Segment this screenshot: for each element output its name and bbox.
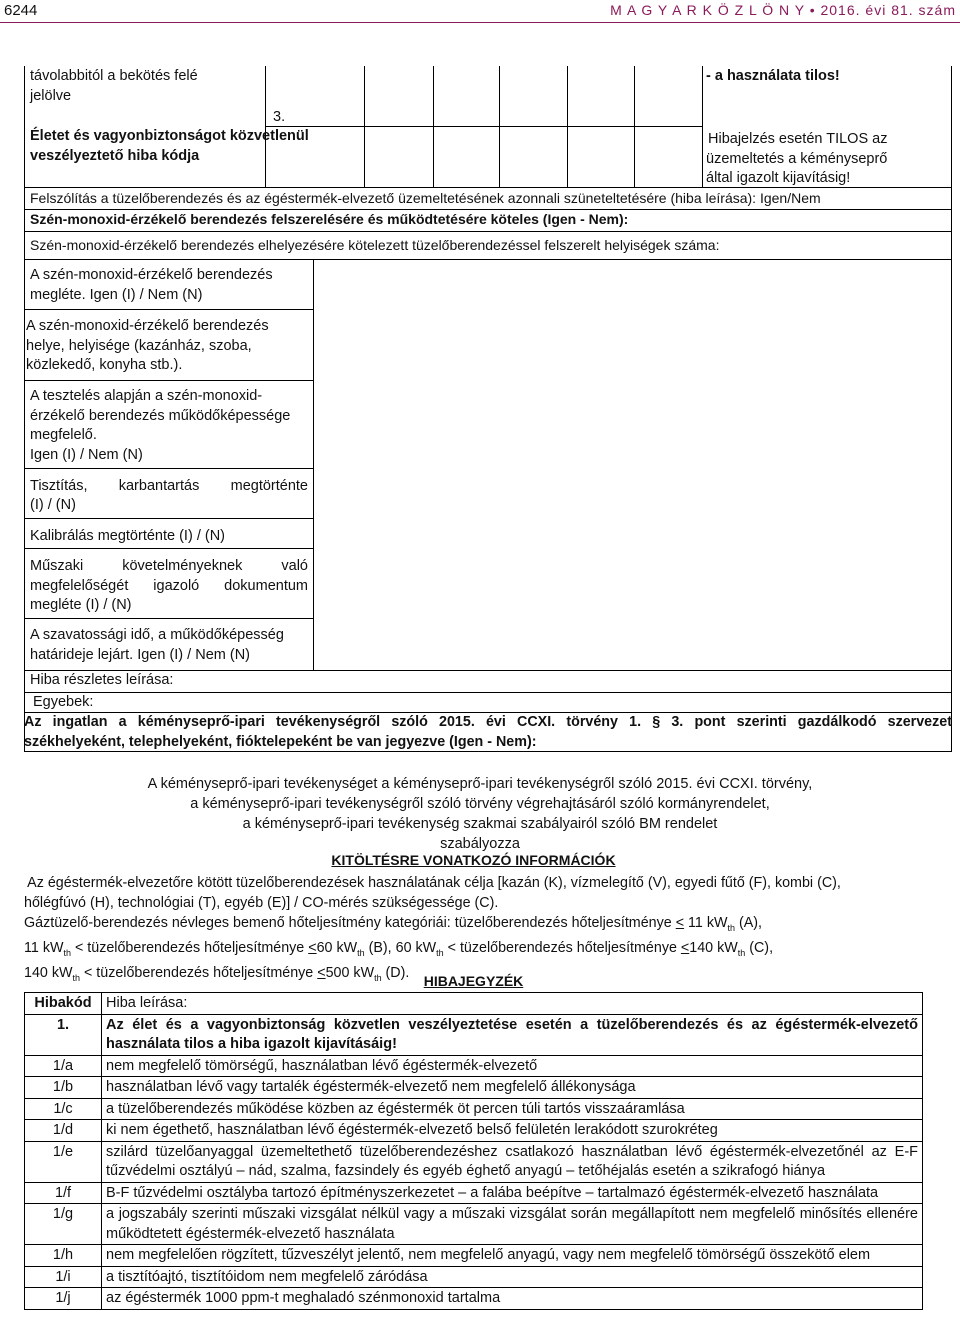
row-line — [24, 309, 314, 310]
header-rule — [0, 22, 960, 23]
table-row — [25, 1055, 923, 1077]
error-description: a tüzelőberendezés működése közben az égéstermék öt percen túli tartós visszaáramlása — [102, 1098, 923, 1120]
journal-title: M A G Y A R K Ö Z L Ö N Y • 2016. évi 81. szám — [610, 2, 956, 18]
kalibralas-label: Kalibrálás megtörténte (I) / (N) — [30, 528, 226, 544]
co-helyisegek-row: Szén-monoxid-érzékelő berendezés elhelyezésére kötelezett tüzelőberendezéssel felszerelt helyiségek száma: — [30, 237, 720, 253]
table-row — [25, 1182, 923, 1204]
table-row — [25, 1245, 923, 1267]
row3-label: Életet és vagyonbiztonságot közvetlenül veszélyeztető hiba kódja — [30, 128, 309, 164]
ingatlan-row: Az ingatlan a kéményseprő-ipari tevékenységről szóló 2015. évi CCXI. törvény 1. § 3. pont szerinti gazdálkodó szervezet székhelyeként, telephelyeként, fióktelepeként be van jegyezve (Igen - Nem): — [24, 714, 952, 750]
error-code: 1. — [25, 1014, 102, 1055]
error-description: nem megfelelő tömörségű, használatban lévő égéstermék-elvezető — [102, 1055, 923, 1077]
label-column-divider — [313, 259, 314, 671]
row-line — [24, 692, 952, 693]
info-title: KITÖLTÉSRE VONATKOZÓ INFORMÁCIÓK — [331, 852, 616, 868]
table-header-row — [25, 993, 923, 1015]
cell-divider — [702, 66, 703, 187]
prev-row-label: távolabbitól a bekötés felé jelölve — [30, 68, 198, 104]
page-number: 6244 — [4, 2, 38, 19]
error-description: B-F tűzvédelmi osztályba tartozó építményszerkezetet – a falába beépítve – tartalmazó égéstermék-elvezető használata — [102, 1182, 923, 1204]
row-line — [24, 380, 314, 381]
table-row — [25, 1288, 923, 1310]
hibajegyzek-table — [24, 992, 923, 1310]
row-line — [24, 231, 952, 232]
tisztitas-label-2: (I) / (N) — [30, 497, 76, 513]
table-row — [25, 1014, 923, 1055]
table-row — [25, 1141, 923, 1182]
table-row — [25, 1266, 923, 1288]
error-description: Az élet és a vagyonbiztonság közvetlen veszélyeztetése esetén a tüzelőberendezés és az égéstermék-elvezető használata tilos a hiba igazolt kijavításáig! — [102, 1014, 923, 1055]
error-code: 1/f — [25, 1182, 102, 1204]
row-line — [24, 548, 314, 549]
error-code: 1/i — [25, 1266, 102, 1288]
row-line — [24, 468, 314, 469]
co-kotelezo-row: Szén-monoxid-érzékelő berendezés felszerelésére és működtetésére köteles (Igen - Nem): — [30, 211, 629, 227]
error-code: 1/h — [25, 1245, 102, 1267]
row-line — [24, 618, 314, 619]
row-line — [265, 126, 702, 127]
error-description: a tisztítóajtó, tisztítóidom nem megfelelő záródása — [102, 1266, 923, 1288]
row3-warning: Hibajelzés esetén TILOS az üzemeltetés a kéményseprő által igazolt kijavításig! — [706, 131, 888, 186]
co-helye-label: A szén-monoxid-érzékelő berendezés helye, helyisége (kazánház, szoba, közlekedő, konyha stb.). — [26, 318, 269, 373]
row3-number: 3. — [273, 109, 286, 125]
error-code: 1/b — [25, 1077, 102, 1099]
error-code: 1/e — [25, 1141, 102, 1182]
prev-row-warning: - a használata tilos! — [706, 68, 840, 84]
table-row — [25, 1120, 923, 1142]
error-code: 1/g — [25, 1204, 102, 1245]
error-code: 1/d — [25, 1120, 102, 1142]
co-teszt-label: A tesztelés alapján a szén-monoxid- érzékelő berendezés működőképessége megfelelő. Igen (I) / Nem (N) — [30, 388, 291, 463]
error-description: az égéstermék 1000 ppm-t meghaladó szénmonoxid tartalma — [102, 1288, 923, 1310]
legal-basis-text: A kéményseprő-ipari tevékenységet a kéményseprő-ipari tevékenységről szóló 2015. évi CCXI. törvény, a kéményseprő-ipari tevékenységről szóló törvény végrehajtásáról szóló kormányrendelet, a kéményseprő-ipari tevékenység szakmai szabályairól szóló BM rendelet szabályozza — [147, 776, 813, 852]
error-description: ki nem égethető, használatban lévő égéstermék-elvezető belső felületén lerakódott szurokréteg — [102, 1120, 923, 1142]
error-description: szilárd tüzelőanyaggal üzemeltethető tüzelőberendezéshez csatlakozó használatban lévő égéstermék-elvezetőnél az E-F tűzvédelmi osztályú – nád, szalma, fazsindely és egyéb éghető anyagú – tetőhéjalás esetén a szikrafogó hiánya — [102, 1141, 923, 1182]
error-description: használatban lévő vagy tartalék égéstermék-elvezető nem megfelelő állékonysága — [102, 1077, 923, 1099]
table-row — [25, 1204, 923, 1245]
co-meglete-label: A szén-monoxid-érzékelő berendezés megléte. Igen (I) / Nem (N) — [30, 267, 273, 303]
col-header-code: Hibakód — [25, 993, 102, 1015]
error-code: 1/j — [25, 1288, 102, 1310]
error-description: nem megfelelően rögzített, tűzveszélyt jelentő, nem megfelelő anyagú, vagy nem megfelelő tömörségű összekötő elem — [102, 1245, 923, 1267]
error-description: a jogszabály szerinti műszaki vizsgálat nélkül vagy a műszaki vizsgálat során megállapított nem megfelelő minősítés ellenére működtetett égéstermék-elvezető használata — [102, 1204, 923, 1245]
row-line — [24, 259, 952, 260]
tisztitas-label: Tisztítás, karbantartás megtörténte — [30, 478, 308, 494]
form-border-left — [24, 66, 25, 752]
page-header — [0, 0, 960, 24]
row-line — [24, 518, 314, 519]
form-border-right — [951, 66, 952, 752]
error-code: 1/c — [25, 1098, 102, 1120]
szavatossagi-label: A szavatossági idő, a működőképesség határideje lejárt. Igen (I) / Nem (N) — [30, 627, 284, 663]
table-row — [25, 1098, 923, 1120]
info-paragraph: Az égéstermék-elvezetőre kötött tüzelőberendezések használatának célja [kazán (K), vízmelegítő (V), egyedi fűtő (F), kombi (C), hőlégfúvó (H), technológiai (T), egyéb (E)] / CO-mérés szükségessége (C). Gáztüzelő-berendezés névleges bemenő hőteljesítmény kategóriái: tüzelőberendezés hőteljesítménye < 11 $kW_{th}$ (A), 11 $kW_{th}$ < tüzelőberendezés hőteljesítménye <60 $kW_{th}$ (B), 60 $kW_{th}$ < tüzelőberendezés hőteljesítménye <140 $kW_{th}$ (C), 140 $kW_{th}$ < tüzelőberendezés hőteljesítménye <500 $kW_{th}$ (D). — [24, 875, 841, 983]
hiba-reszletes-label: Hiba részletes leírása: — [30, 672, 174, 688]
felszolitas-row: Felszólítás a tüzelőberendezés és az égéstermék-elvezető üzemeltetésének azonnali szüneteltetésére (hiba leírása): Igen/Nem — [30, 190, 821, 206]
table-row — [25, 1077, 923, 1099]
muszaki-label: Műszaki követelményeknek való megfelelőségét igazoló dokumentum megléte (I) / (N) — [30, 558, 308, 613]
error-code: 1/a — [25, 1055, 102, 1077]
hibajegyzek-title: HIBAJEGYZÉK — [423, 973, 524, 989]
hibajegyzek-table-wrap — [24, 992, 923, 1310]
egyebek-label: Egyebek: — [33, 694, 94, 710]
col-header-desc: Hiba leírása: — [102, 993, 923, 1015]
